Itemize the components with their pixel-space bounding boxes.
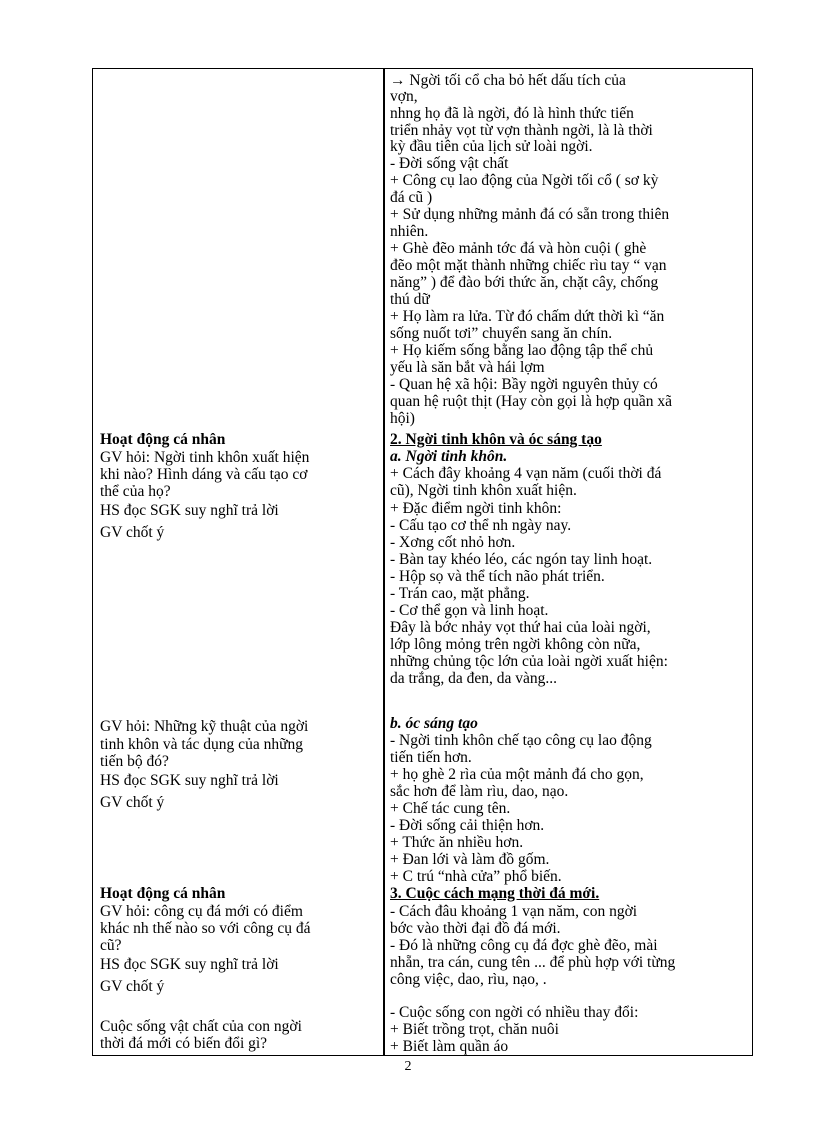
left-text: khi nào? Hình dáng và cấu tạo cơ — [100, 466, 308, 483]
right-text: - Đời sống vật chất — [390, 155, 509, 172]
right-text: + Họ kiếm sống bằng lao động tập thể chủ — [390, 342, 654, 359]
right-text: sống nuốt tơi” chuyển sang ăn chín. — [390, 325, 613, 342]
left-heading-activity-2: Hoạt động cá nhân — [100, 885, 226, 902]
right-text: bớc vào thời đại đồ đá mới. — [390, 920, 561, 937]
right-text: nhiên. — [390, 223, 429, 240]
right-text: - Bàn tay khéo léo, các ngón tay linh hoạt. — [390, 551, 653, 568]
left-text: Cuộc sống vật chất của con ngời — [100, 1018, 302, 1035]
right-text: - Trán cao, mặt phẳng. — [390, 585, 530, 602]
left-text: cũ? — [100, 937, 122, 954]
right-text: công việc, dao, rìu, nạo, . — [390, 971, 547, 988]
left-text: GV hỏi: công cụ đá mới có điểm — [100, 903, 303, 920]
left-text: khác nh thế nào so với công cụ đá — [100, 920, 311, 937]
page-number: 2 — [404, 1059, 412, 1074]
section-2a-heading: a. Ngời tinh khôn. — [390, 448, 508, 465]
right-text: - Cơ thể gọn và linh hoạt. — [390, 602, 549, 619]
right-text: - Xơng cốt nhỏ hơn. — [390, 534, 516, 551]
left-text: GV hỏi: Ngời tinh khôn xuất hiện — [100, 449, 310, 466]
section-2-heading: 2. Ngời tinh khôn và óc sáng tạo — [390, 431, 602, 448]
right-text: vợn, — [390, 88, 418, 105]
right-text: - Hộp sọ và thể tích não phát triển. — [390, 568, 605, 585]
right-text: + Biết làm quần áo — [390, 1038, 509, 1055]
left-heading-activity-1: Hoạt động cá nhân — [100, 431, 226, 448]
right-text: năng” ) để đào bới thức ăn, chặt cây, chống — [390, 274, 659, 291]
right-text: - Cuộc sống con ngời có nhiều thay đổi: — [390, 1004, 639, 1021]
right-text: cũ), Ngời tinh khôn xuất hiện. — [390, 482, 577, 499]
right-text: yếu là săn bắt và hái lợm — [390, 359, 545, 376]
section-3-heading: 3. Cuộc cách mạng thời đá mới. — [390, 885, 600, 902]
left-text: tiến bộ đó? — [100, 753, 169, 770]
right-text: - Cách đâu khoảng 1 vạn năm, con ngời — [390, 903, 638, 920]
right-text: + Đan lới và làm đồ gốm. — [390, 851, 550, 868]
left-text: GV chốt ý — [100, 524, 165, 541]
right-text: + Chế tác cung tên. — [390, 800, 511, 817]
right-text: + Ghè đẽo mảnh tớc đá và hòn cuội ( ghè — [390, 240, 647, 257]
left-text: HS đọc SGK suy nghĩ trả lời — [100, 502, 279, 519]
right-text: nhng họ đã là ngời, đó là hình thức tiến — [390, 105, 634, 122]
right-text: da trắng, da đen, da vàng... — [390, 670, 557, 687]
left-text: HS đọc SGK suy nghĩ trả lời — [100, 956, 279, 973]
right-text: - Đời sống cải thiện hơn. — [390, 817, 545, 834]
right-text: + C trú “nhà cửa” phổ biến. — [390, 868, 562, 885]
lesson-table — [92, 68, 753, 1056]
right-text: Đây là bớc nhảy vọt thứ hai của loài ngời, — [390, 619, 651, 636]
left-text: tinh khôn và tác dụng của những — [100, 736, 303, 753]
right-text: → Ngời tối cổ cha bỏ hết dấu tích của — [390, 72, 626, 89]
right-text: + Biết trồng trọt, chăn nuôi — [390, 1021, 559, 1038]
right-text: + Công cụ lao động của Ngời tối cổ ( sơ kỳ — [390, 172, 659, 189]
right-text: - Đó là những công cụ đá đợc ghè đẽo, mài — [390, 937, 658, 954]
left-text: thể của họ? — [100, 483, 171, 500]
right-text: lớp lông mỏng trên ngời không còn nữa, — [390, 636, 641, 653]
right-text: + Cách đây khoảng 4 vạn năm (cuối thời đá — [390, 465, 662, 482]
right-text: đá cũ ) — [390, 189, 433, 206]
right-text: + Họ làm ra lửa. Từ đó chấm dứt thời kì “ăn — [390, 308, 665, 325]
section-2b-heading: b. óc sáng tạo — [390, 715, 478, 732]
right-text: + Sử dụng những mảnh đá có sẵn trong thiên — [390, 206, 670, 223]
right-text: tiến tiến hơn. — [390, 749, 472, 766]
right-text: kỳ đầu tiên của lịch sử loài ngời. — [390, 138, 593, 155]
right-text: thú dữ — [390, 291, 430, 308]
left-text: HS đọc SGK suy nghĩ trả lời — [100, 772, 279, 789]
right-text: + họ ghè 2 rìa của một mảnh đá cho gọn, — [390, 766, 644, 783]
right-text: - Quan hệ xã hội: Bầy ngời nguyên thủy có — [390, 376, 658, 393]
right-text: - Ngời tinh khôn chế tạo công cụ lao động — [390, 732, 652, 749]
left-text: GV hỏi: Những kỹ thuật của ngời — [100, 718, 309, 735]
right-text: - Cấu tạo cơ thể nh ngày nay. — [390, 517, 572, 534]
right-text: + Đặc điểm ngời tinh khôn: — [390, 500, 562, 517]
right-text: triển nhảy vọt từ vợn thành ngời, là là thời — [390, 122, 653, 139]
left-text: thời đá mới có biến đổi gì? — [100, 1035, 268, 1052]
right-text: + Thức ăn nhiều hơn. — [390, 834, 524, 851]
right-text: đẽo một mặt thành những chiếc rìu tay “ vạn — [390, 257, 667, 274]
left-text: GV chốt ý — [100, 978, 165, 995]
right-text: những chủng tộc lớn của loài ngời xuất hiện: — [390, 653, 668, 670]
column-divider — [383, 69, 385, 1055]
left-text: GV chốt ý — [100, 794, 165, 811]
right-text: hội) — [390, 410, 415, 427]
right-text: quan hệ ruột thịt (Hay còn gọi là hợp quần xã — [390, 393, 672, 410]
right-text: sắc hơn để làm rìu, dao, nạo. — [390, 783, 569, 800]
right-text: nhẵn, tra cán, cung tên ... để phù hợp với từng — [390, 954, 676, 971]
